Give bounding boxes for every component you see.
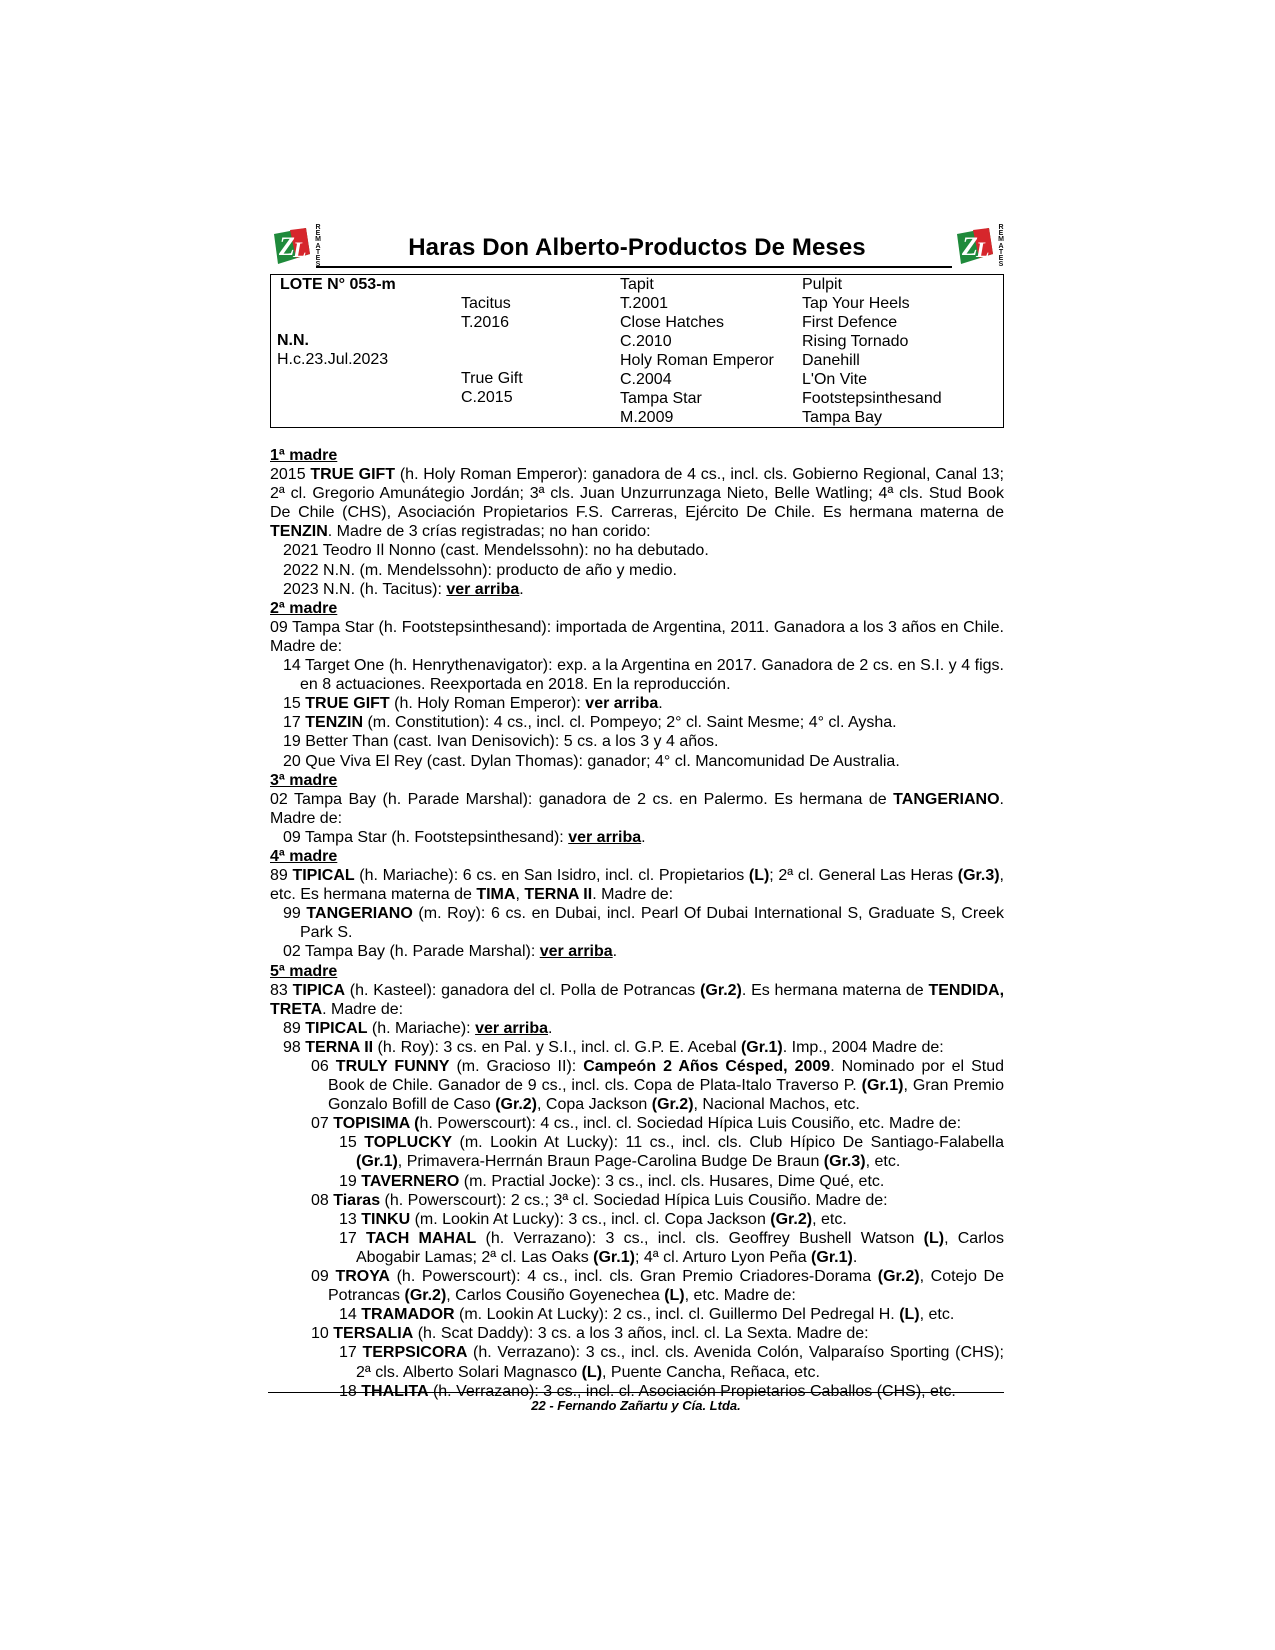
list-item: 2022 N.N. (m. Mendelssohn): producto de año y medio.: [283, 561, 677, 579]
list-item: 2023 N.N. (h. Tacitus): ver arriba.: [283, 580, 524, 598]
great-grandparent: L'On Vite: [802, 371, 868, 388]
header-rule: [316, 266, 952, 268]
great-grandparent: Rising Tornado: [802, 333, 909, 350]
list-item: 10 TERSALIA (h. Scat Daddy): 3 cs. a los 3 años, incl. cl. La Sexta. Madre de:: [311, 1325, 869, 1343]
foal-name: N.N.: [277, 332, 309, 349]
granddam-2-info: M.2009: [620, 409, 674, 426]
grandsire-2: Holy Roman Emperor: [620, 352, 774, 369]
svg-text:L: L: [976, 237, 990, 262]
paragraph: 83 TIPICA (h. Kasteel): ganadora del cl. Polla de Potrancas (Gr.2). Es hermana materna de TENDIDA, TRETA. Madre de:: [270, 981, 1005, 1018]
section-heading: 1ª madre: [270, 447, 338, 464]
list-item: 17 TACH MAHAL (h. Verrazano): 3 cs., incl. cls. Geoffrey Bushell Watson (L), Carlos Abogabir Lamas; 2ª cl. Las Oaks (Gr.1); 4ª cl. Arturo Lyon Peña (Gr.1).: [339, 1229, 1004, 1266]
page-title: Haras Don Alberto-Productos De Meses: [408, 234, 866, 261]
list-item: 98 TERNA II (h. Roy): 3 cs. en Pal. y S.I., incl. cl. G.P. E. Acebal (Gr.1). Imp., 2004 Madre de:: [283, 1038, 944, 1056]
pedigree-table: [270, 274, 1004, 428]
list-item: 17 TERPSICORA (h. Verrazano): 3 cs., incl. cls. Avenida Colón, Valparaíso Sporting (CHS); 2ª cls. Alberto Solari Magnasco (L), Puente Cancha, Reñaca, etc.: [339, 1344, 1004, 1381]
foal-info: H.c.23.Jul.2023: [277, 351, 389, 368]
svg-text:L: L: [293, 237, 307, 262]
page-footer: 22 - Fernando Zañartu y Cía. Ltda.: [531, 1398, 741, 1413]
list-item: 19 TAVERNERO (m. Practial Jocke): 3 cs., incl. cls. Husares, Dime Qué, etc.: [339, 1172, 885, 1190]
section-heading: 3ª madre: [270, 771, 338, 789]
paragraph: 89 TIPICAL (h. Mariache): 6 cs. en San Isidro, incl. cl. Propietarios (L); 2ª cl. General Las Heras (Gr.3), etc. Es hermana materna de TIMA, TERNA II. Madre de:: [270, 867, 1004, 904]
sire-info: T.2016: [461, 314, 510, 331]
list-item: 06 TRULY FUNNY (m. Gracioso II): Campeón 2 Años Césped, 2009. Nominado por el Stud Book de Chile. Ganador de 9 cs., incl. cls. Copa de Plata-Italo Traverso P. (Gr.1), Gran Premio Gonzalo Bofill de Caso (Gr.2), Copa Jackson (Gr.2), Nacional Machos, etc.: [311, 1058, 1004, 1114]
great-grandparent: Pulpit: [802, 276, 843, 293]
granddam-1-info: C.2010: [620, 333, 672, 350]
grandsire-2-info: C.2004: [620, 371, 672, 388]
granddam-1: Close Hatches: [620, 314, 725, 331]
list-item: 14 Target One (h. Henrythenavigator): exp. a la Argentina en 2017. Ganadora de 2 cs. en S.I. y 4 figs. en 8 actuaciones. Reexportada en 2018. En la reproducción.: [283, 657, 1004, 694]
paragraph: 02 Tampa Bay (h. Parade Marshal): ganadora de 2 cs. en Palermo. Es hermana de TANGERIANO. Madre de:: [270, 790, 1004, 827]
grandsire-1: Tapit: [620, 276, 654, 293]
list-item: 08 Tiaras (h. Powerscourt): 2 cs.; 3ª cl. Sociedad Hípica Luis Cousiño. Madre de:: [311, 1191, 888, 1209]
list-item: 09 TROYA (h. Powerscourt): 4 cs., incl. cls. Gran Premio Criadores-Dorama (Gr.2), Cotejo De Potrancas (Gr.2), Carlos Cousiño Goyenechea (L), etc. Madre de:: [311, 1268, 1004, 1305]
list-item: 17 TENZIN (m. Constitution): 4 cs., incl. cl. Pompeyo; 2° cl. Saint Mesme; 4° cl. Aysha.: [283, 714, 897, 732]
page-header: [270, 224, 1004, 274]
grandsire-1-info: T.2001: [620, 295, 669, 312]
zl-logo-icon: [953, 224, 997, 268]
list-item: 02 Tampa Bay (h. Parade Marshal): ver arriba.: [283, 943, 618, 961]
great-grandparent: Tap Your Heels: [802, 295, 910, 312]
catalog-page: [270, 224, 1004, 1401]
list-item: 19 Better Than (cast. Ivan Denisovich): 5 cs. a los 3 y 4 años.: [283, 733, 719, 751]
list-item: 20 Que Viva El Rey (cast. Dylan Thomas): ganador; 4° cl. Mancomunidad De Australia.: [283, 752, 900, 770]
list-item: 09 Tampa Star (h. Footstepsinthesand): ver arriba.: [283, 828, 646, 846]
logo-side-text: R E M A T E S: [315, 224, 321, 269]
list-item: 18 THALITA (h. Verrazano): 3 cs., incl. cl. Asociación Propietarios Caballos (CHS), etc.: [339, 1382, 956, 1400]
zl-remates-logo-right: [953, 224, 1007, 272]
list-item: 15 TRUE GIFT (h. Holy Roman Emperor): ver arriba.: [283, 695, 663, 713]
list-item: 07 TOPISIMA (h. Powerscourt): 4 cs., incl. cl. Sociedad Hípica Luis Cousiño, etc. Madre de:: [311, 1115, 962, 1133]
paragraph: 2015 TRUE GIFT (h. Holy Roman Emperor): ganadora de 4 cs., incl. cls. Gobierno Regional, Canal 13; 2ª cl. Gregorio Amunátegio Jordán; 3ª cls. Juan Unzurrunzaga Nieto, Belle Watling; 4ª cls. Stud Book De Chile (CHS), Asociación Propietarios F.S. Carreras, Ejército De Chile. Es hermana materna de TENZIN. Madre de 3 crías registradas; no han corido:: [270, 466, 1005, 541]
list-item: 14 TRAMADOR (m. Lookin At Lucky): 2 cs., incl. cl. Guillermo Del Pedregal H. (L), etc.: [339, 1306, 955, 1324]
lot-number: LOTE N° 053-m: [280, 276, 396, 293]
list-item: 99 TANGERIANO (m. Roy): 6 cs. en Dubai, incl. Pearl Of Dubai International S, Graduate S, Creek Park S.: [283, 905, 1004, 942]
paragraph: 09 Tampa Star (h. Footstepsinthesand): importada de Argentina, 2011. Ganadora a los 3 años en Chile. Madre de:: [270, 618, 1004, 655]
great-grandparent: Footstepsinthesand: [802, 390, 942, 407]
dam-name: True Gift: [461, 370, 523, 387]
produce-record: [270, 446, 1004, 1401]
section-heading: 4ª madre: [270, 847, 338, 865]
list-item: 15 TOPLUCKY (m. Lookin At Lucky): 11 cs., incl. cls. Club Hípico De Santiago-Falabella (Gr.1), Primavera-Herrnán Braun Page-Carolina Budge De Braun (Gr.3), etc.: [339, 1134, 1005, 1171]
sire-name: Tacitus: [461, 295, 511, 312]
list-item: 13 TINKU (m. Lookin At Lucky): 3 cs., incl. cl. Copa Jackson (Gr.2), etc.: [339, 1210, 847, 1228]
great-grandparent: Danehill: [802, 352, 860, 369]
section-heading: 5ª madre: [270, 962, 338, 980]
list-item: 2021 Teodro Il Nonno (cast. Mendelssohn): no ha debutado.: [283, 542, 709, 560]
section-heading: 2ª madre: [270, 599, 338, 617]
great-grandparent: First Defence: [802, 314, 898, 331]
list-item: 89 TIPICAL (h. Mariache): ver arriba.: [283, 1019, 553, 1037]
dam-info: C.2015: [461, 389, 513, 406]
great-grandparent: Tampa Bay: [802, 409, 883, 426]
granddam-2: Tampa Star: [620, 390, 702, 407]
logo-side-text: R E M A T E S: [998, 224, 1004, 269]
svg-text:Z: Z: [279, 232, 295, 261]
footer-rule: [268, 1392, 1004, 1393]
svg-text:Z: Z: [962, 232, 978, 261]
